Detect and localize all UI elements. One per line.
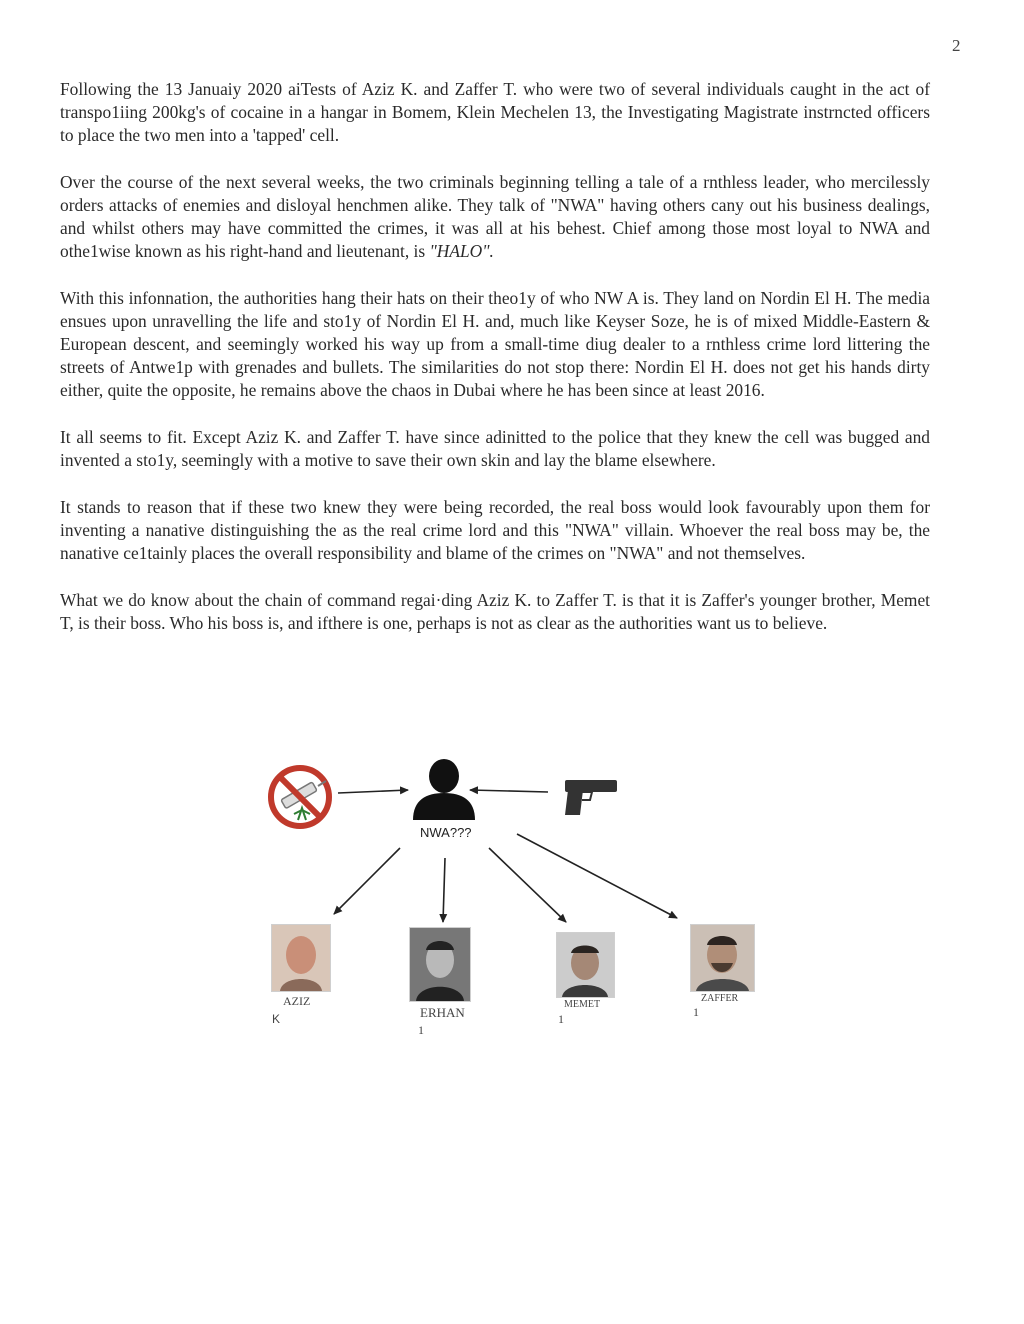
photo-memet	[556, 932, 615, 998]
no-drugs-icon	[271, 768, 329, 826]
sub-erhan: 1	[418, 1023, 424, 1037]
arrow-drugs-to-nwa	[338, 790, 408, 793]
paragraph-2	[60, 171, 930, 263]
person-silhouette-icon	[413, 759, 475, 820]
body-text	[60, 78, 930, 659]
photo-erhan	[409, 927, 471, 1002]
arrow-nwa-to-memet	[489, 848, 566, 922]
paragraph-2-text: Over the course of the next several weeks, the two criminals beginning telling a tale of a rnthless leader, who mercilessly orders attacks of enemies and disloyal henchmen alike. They talk of "NWA" having others cany out his business dealings, and whilst others may have committed the crimes, it was all at his behest. Chief among those most loyal to NWA and othe1wise known as his right-hand and lieutenant, is	[60, 172, 930, 261]
handgun-icon	[565, 780, 617, 815]
paragraph-6: What we do know about the chain of command regai·ding Aziz K. to Zaffer T. is that it is Zaffer's younger brother, Memet T, is their boss. Who his boss is, and ifthere is one, perhaps is not as clear as the authorities want us to believe.	[60, 590, 930, 633]
paragraph-1: Following the 13 Janua​iy 2020 aiTests of Aziz K. and Zaffer T. who were two of several individuals caught in the act of transpo1iing 200kg's of cocaine in a hangar in Bomem, Klein Mechelen 13, the Investigating Magistrate instrncted officers to place the two men into a 'tapped' cell.	[60, 79, 930, 145]
arrow-nwa-to-aziz	[334, 848, 400, 914]
paragraph-5: It stands to reason that if these two knew they were being recorded, the real boss would look favourably upon them for inventing a nanative distinguishing the as the real crime lord and this "NWA" villain. Whoever the real boss may be, the nanative ce1tainly places the overall responsibility and blame of the crimes on "NWA" and not themselves.	[60, 497, 930, 563]
halo-name: "HALO".	[429, 241, 494, 261]
arrow-nwa-to-zaffer	[517, 834, 677, 918]
page-number: 2	[952, 36, 961, 55]
photo-aziz	[271, 924, 331, 992]
caption-aziz: AZIZ	[283, 994, 311, 1008]
face-icon	[272, 925, 330, 991]
photo-zaffer	[690, 924, 755, 992]
face-icon	[410, 928, 470, 1001]
face-icon	[557, 933, 614, 997]
arrow-gun-to-nwa	[470, 790, 548, 792]
arrow-nwa-to-erhan	[443, 858, 445, 922]
paragraph-4: It all seems to fit. Except Aziz K. and Zaffer T. have since adinitted to the police that they knew the cell was bugged and invented a sto1y, seemingly with a motive to save their own skin and lay the blame elsewhere.	[60, 427, 930, 470]
caption-zaffer: ZAFFER	[701, 993, 739, 1004]
sub-zaffer: 1	[693, 1005, 699, 1019]
face-icon	[691, 925, 754, 991]
paragraph-3: With this infonnation, the authorities hang their hats on their theo1y of who NW A is. They land on Nordin El H. The media ensues upon unravelling the life and sto1y of Nordin El H. and, much like Keyser Soze, he is of mixed Middle-Eastern & European descent, and seemingly worked his way up from a small-time diug dealer to a rnthless crime lord littering the streets of Antwe1p with grenades and bullets. The similarities do not stop there: Nordin El H. does not get his hands dirty either, quite the opposite, he remains above the chaos in Dubai where he has been since at least 2016.	[60, 288, 930, 400]
sub-aziz: K	[272, 1012, 281, 1026]
nwa-label: NWA???	[420, 825, 472, 840]
sub-memet: 1	[558, 1012, 564, 1026]
caption-memet: MEMET	[564, 999, 601, 1010]
caption-erhan: ERHAN	[420, 1005, 465, 1020]
